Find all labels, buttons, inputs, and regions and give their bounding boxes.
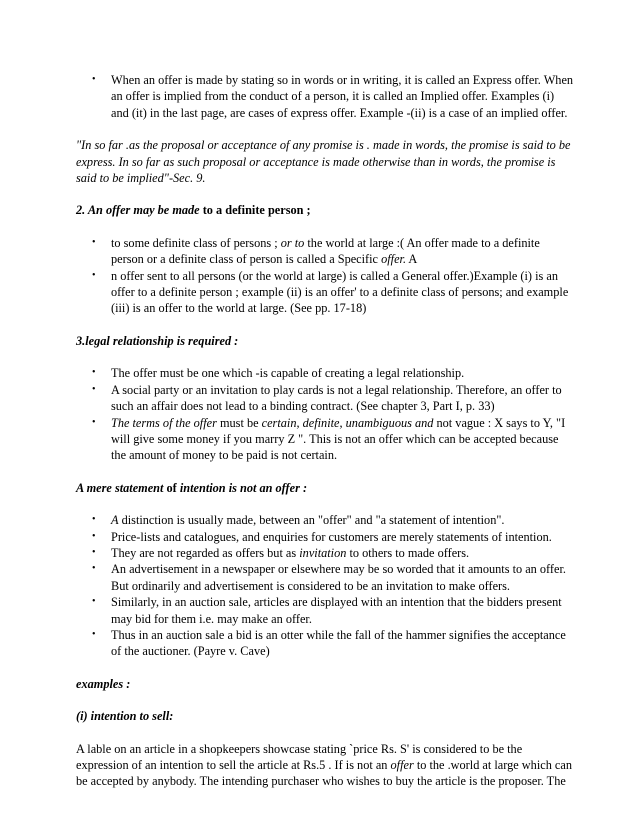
list-item: • Price-lists and catalogues, and enquiries for customers are merely statements of intention. [92, 529, 552, 544]
heading-examples: examples : [76, 676, 131, 691]
list-item: • When an offer is made by stating so in words or in writing, it is called an Express offer. When an offer is implied from the conduct of a person, it is called an Implied offer. Examples (i) and (it) in the last page, are cases of express offer. Example -(ii) is a case of an implied offer. [92, 73, 574, 120]
list-item: • The offer must be one which -is capable of creating a legal relationship. [92, 366, 465, 381]
intention-to-sell-paragraph: A lable on an article in a shopkeepers showcase stating `price Rs. S' is considered to be the expression of an intention to sell the article at Rs.5 . If is not an offer to the .world at large which can be accepted by anybody. The intending purchaser who wishes to buy the article is the proposer. The [76, 741, 572, 789]
bullet-icon: • [92, 563, 96, 575]
bullet-icon: • [92, 74, 96, 85]
heading-mere-statement: A mere statement of intention is not an offer : [76, 480, 308, 495]
heading-intention-to-sell: (i) intention to sell: [76, 709, 174, 724]
bullet-icon: • [92, 236, 96, 248]
section-9-quote: "In so far .as the proposal or acceptance of any promise is . made in words, the promise is said to be express. In so far as such proposal or acceptance is made otherwise than in words, the promise is said to be implied"-Sec. 9. [76, 138, 571, 186]
bullet-icon: • [92, 269, 96, 281]
list-item: • An advertisement in a newspaper or elsewhere may be so worded that it amounts to an offer. But ordinarily and advertisement is considered to be an invitation to make offers. [92, 562, 566, 593]
list-item: • to some definite class of persons ; or to the world at large :( An offer made to a definite person or a definite class of person is called a Specific offer. A [92, 235, 540, 267]
intention-list [76, 512, 574, 660]
heading-legal-relationship: 3.legal relationship is required : [76, 333, 239, 348]
list-item: • A social party or an invitation to play cards is not a legal relationship. Therefore, an offer to such an affair does not lead to a binding contract. (See chapter 3, Part I, p. 33) [92, 382, 562, 414]
list-item: • The terms of the offer must be certain, definite, unambiguous and not vague : X says to Y, "I will give some money if you marry Z ". This is not an offer which can be accepted because the amount of money to be paid is not certain. [92, 415, 566, 463]
bullet-icon: • [92, 383, 96, 395]
bullet-icon: • [92, 367, 96, 379]
express-implied-list [76, 72, 574, 121]
bullet-icon: • [92, 416, 96, 428]
bullet-icon: • [92, 596, 96, 608]
list-item: • They are not regarded as offers but as invitation to others to made offers. [92, 545, 470, 560]
list-item: • n offer sent to all persons (or the world at large) is called a General offer.)Example (i) is an offer to a definite person ; example (ii) is an offer' to a definite class of persons; and example (iii) is an offer to the world at large. (See pp. 17-18) [92, 268, 569, 316]
bullet-icon: • [92, 628, 96, 640]
list-item: • Thus in an auction sale a bid is an otter while the fall of the hammer signifies the acceptance of the auctioner. (Payre v. Cave) [92, 627, 566, 659]
list-item: • A distinction is usually made, between an "offer" and "a statement of intention". [92, 513, 505, 528]
bullet-icon: • [92, 514, 96, 526]
heading-definite-person: 2. An offer may be made to a definite person ; [76, 203, 311, 218]
legal-relationship-list [76, 365, 574, 463]
bullet-icon: • [92, 546, 96, 558]
bullet-icon: • [92, 530, 96, 542]
definite-person-list [76, 235, 574, 317]
list-item: • Similarly, in an auction sale, articles are displayed with an intention that the bidders present may bid for them i.e. may make an offer. [92, 595, 562, 626]
